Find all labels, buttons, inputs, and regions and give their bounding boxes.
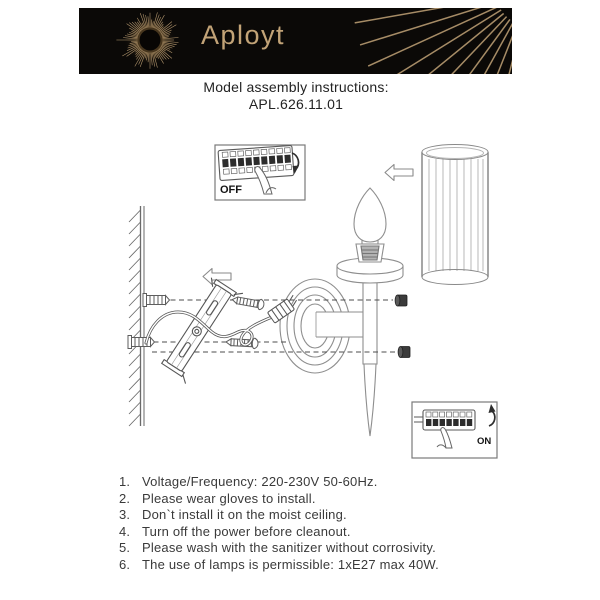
wall xyxy=(129,206,144,426)
breaker-panel xyxy=(218,145,294,180)
item-number: 2. xyxy=(119,490,131,506)
model-number: APL.626.11.01 xyxy=(248,96,344,112)
mounting-bracket xyxy=(155,274,243,383)
item-text: Turn off the power before cleanout. xyxy=(142,523,351,539)
screw xyxy=(231,294,264,310)
on-label: ON xyxy=(477,436,492,447)
wall-anchors xyxy=(128,294,170,349)
off-label: OFF xyxy=(220,184,242,196)
instruction-item xyxy=(119,540,439,557)
logo-core xyxy=(140,30,161,51)
item-number: 1. xyxy=(119,474,131,489)
instruction-item xyxy=(119,557,439,574)
instruction-item xyxy=(119,524,439,541)
title-block xyxy=(80,79,512,113)
instruction-item xyxy=(119,474,439,491)
power-off-inset xyxy=(215,145,305,200)
brand-name: Aployt xyxy=(200,20,286,50)
assembly-diagram xyxy=(100,130,520,470)
item-text: The use of lamps is permissible: 1xE27 max 40W. xyxy=(142,556,439,572)
instruction-item xyxy=(119,507,439,524)
power-on-inset xyxy=(412,402,497,458)
wall-anchor-plug xyxy=(128,336,155,349)
page-title: Model assembly instructions: xyxy=(203,79,389,95)
item-text: Don`t install it on the moist ceiling. xyxy=(142,507,347,523)
item-text: Voltage/Frequency: 220-230V 50-60Hz. xyxy=(142,474,378,489)
item-number: 4. xyxy=(119,523,131,539)
set-screw-cap xyxy=(398,347,410,358)
lamp-arm xyxy=(363,276,377,364)
arrow-left-icon xyxy=(385,165,413,181)
item-text: Please wash with the sanitizer without corrosivity. xyxy=(142,540,436,556)
cylinder-shade xyxy=(422,145,488,285)
candle-bulb xyxy=(354,188,386,242)
wall-lamp-body xyxy=(280,188,403,436)
wall-anchor-plug xyxy=(143,294,170,307)
item-text: Please wear gloves to install. xyxy=(142,490,316,506)
item-number: 3. xyxy=(119,507,131,523)
corner-rays-decor xyxy=(352,8,512,74)
set-screws xyxy=(395,295,410,358)
item-number: 5. xyxy=(119,540,131,556)
set-screw-cap xyxy=(395,295,407,306)
banner-art xyxy=(79,8,512,74)
instruction-item xyxy=(119,491,439,508)
finial-spike xyxy=(364,364,376,436)
instructions-list xyxy=(119,474,439,574)
brand-banner xyxy=(79,8,512,74)
breaker-strip xyxy=(414,410,475,430)
item-number: 6. xyxy=(119,556,131,572)
